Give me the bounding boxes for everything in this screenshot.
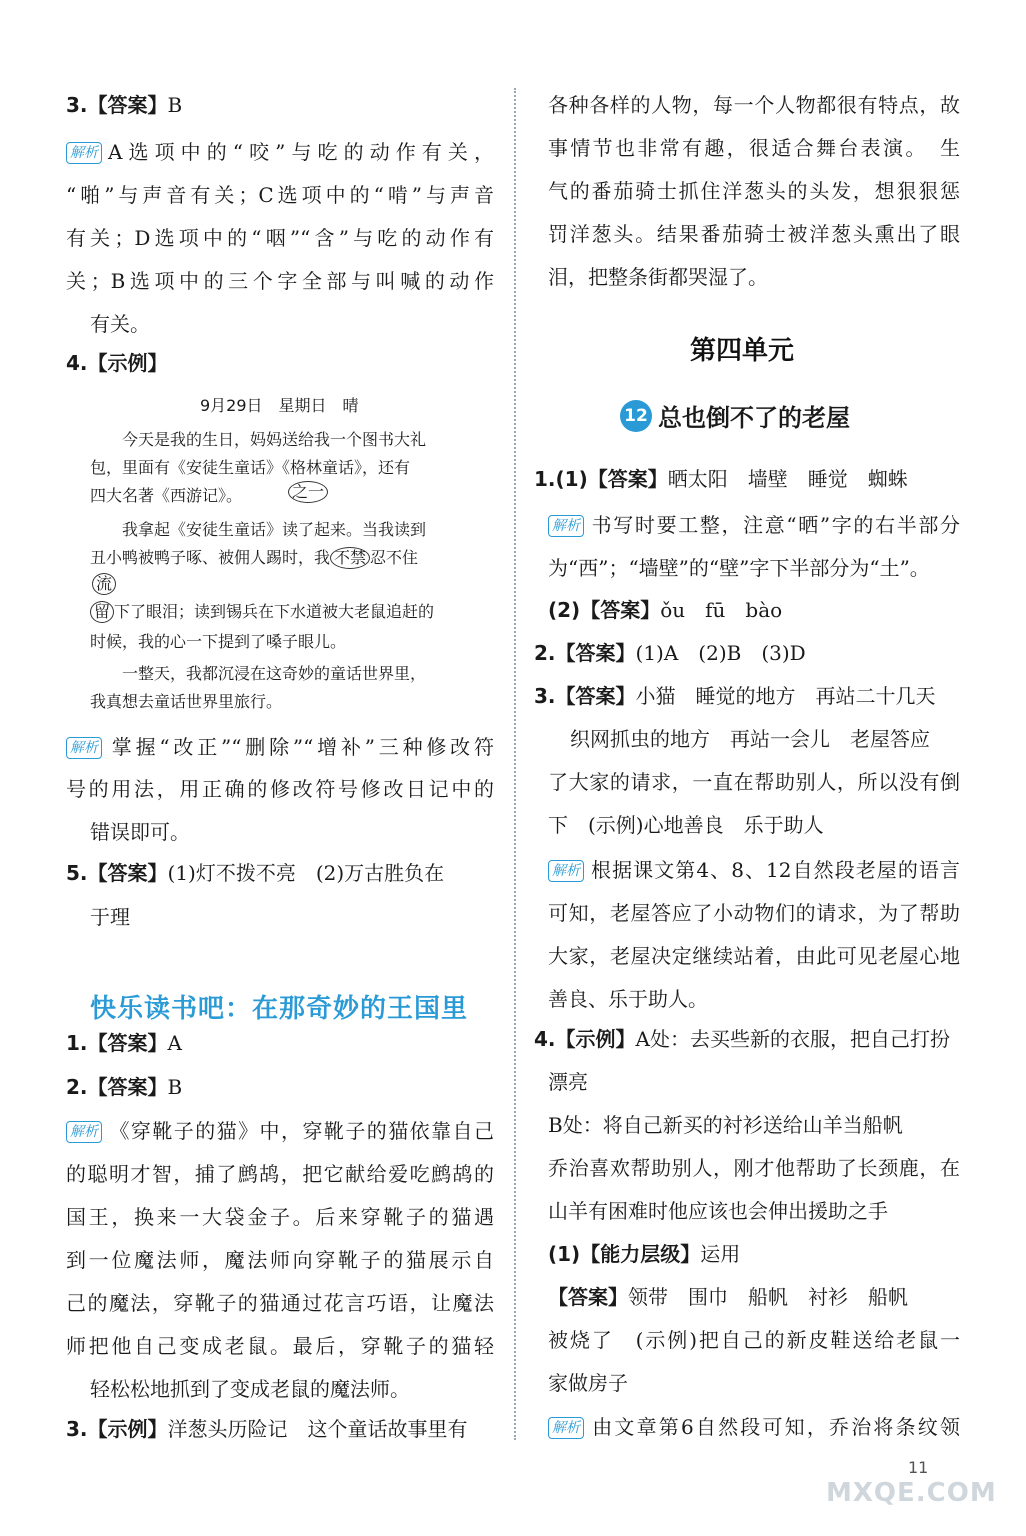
analysis-tag: 解析 [548, 860, 584, 882]
r1-answer: 1.(1)【答案】晒太阳 墙壁 睡觉 蜘蛛 [534, 467, 908, 491]
diary-line: 留 下了眼泪；读到锡兵在下水道被大老鼠追赶的 [90, 600, 434, 624]
section-title: 快乐读书吧：在那奇妙的王国里 [90, 994, 469, 1024]
diary-line: 时候，我的心一下提到了嗓子眼儿。 [90, 632, 347, 651]
page-number: 11 [908, 1458, 929, 1477]
diary-date: 9月29日 星期日 晴 [200, 396, 359, 415]
lesson-number-badge: 12 [620, 400, 652, 432]
diary-line: 我拿起《安徒生童话》读了起来。当我读到 [122, 520, 427, 539]
r4-answer-cont: 漂亮 [548, 1070, 588, 1094]
s3-answer: 3.【示例】洋葱头历险记 这个童话故事里有 [66, 1417, 468, 1441]
r4-answer-cont: B处：将自己新买的衬衫送给山羊当船帆 [548, 1113, 903, 1137]
r4-1-answer-cont: 被烧了 (示例)把自己的新皮鞋送给老鼠一 [548, 1328, 960, 1352]
r4-answer-cont: 乔治喜欢帮助别人，刚才他帮助了长颈鹿，在 [548, 1156, 960, 1180]
s2-answer: 2.【答案】B [66, 1075, 183, 1099]
analysis-tag: 解析 [548, 515, 584, 537]
q5-answer-cont: 于理 [90, 905, 130, 929]
column-divider [514, 88, 516, 1440]
s2-explanation-line: 到一位魔法师，魔法师向穿靴子的猫展示自 [66, 1248, 494, 1272]
diary-line: 包，里面有《安徒生童话》《格林童话》，还有 [90, 458, 411, 477]
q3-explanation-line: 有关；D选项中的“咽”“含”与吃的动作有 [66, 226, 494, 250]
r3-explanation-line: 大家，老屋决定继续站着，由此可见老屋心地 [548, 944, 960, 968]
r4-answer: 4.【示例】A处：去买些新的衣服，把自己打扮 [534, 1027, 950, 1051]
q4-explanation-line: 号的用法，用正确的修改符号修改日记中的 [66, 777, 494, 801]
r3-answer-cont: 了大家的请求，一直在帮助别人，所以没有倒 [548, 770, 960, 794]
insert-mark: 之一 [288, 480, 328, 504]
q5-answer: 5.【答案】(1)灯不拨不亮 (2)万古胜负在 [66, 861, 445, 885]
r2-answer: 2.【答案】(1)A (2)B (3)D [534, 641, 806, 665]
diary-line: 今天是我的生日，妈妈送给我一个图书大礼 [122, 430, 427, 449]
delete-mark: 不禁 [330, 547, 370, 569]
s2-explanation-line: 己的魔法，穿靴子的猫通过花言巧语，让魔法 [66, 1291, 494, 1315]
correction-mark: 流 [92, 572, 116, 596]
analysis-tag: 解析 [66, 1121, 102, 1143]
diary-line: 一整天，我都沉浸在这奇妙的童话世界里， [122, 664, 427, 683]
r4-explanation-line: 解析 由文章第6自然段可知，乔治将条纹领 [548, 1412, 960, 1442]
continued-line: 气的番茄骑士抓住洋葱头的头发，想狠狠惩 [548, 179, 960, 203]
s2-explanation-line: 解析 《穿靴子的猫》中，穿靴子的猫依靠自己 [66, 1116, 494, 1146]
r3-explanation-line: 解析 根据课文第4、8、12自然段老屋的语言 [548, 855, 960, 885]
continued-line: 泪，把整条街都哭湿了。 [548, 265, 768, 289]
analysis-tag: 解析 [548, 1417, 584, 1439]
q3-explanation-line: 有关。 [90, 312, 150, 336]
diary-line: 丑小鸭被鸭子啄、被佣人踢时，我 不禁 忍不住 [90, 548, 419, 567]
continued-line: 罚洋葱头。结果番茄骑士被洋葱头熏出了眼 [548, 222, 960, 246]
r3-answer-cont: 织网抓虫的地方 再站一会儿 老屋答应 [570, 727, 930, 751]
r1-explanation-line: 解析 书写时要工整，注意“晒”字的右半部分 [548, 510, 960, 540]
r4-answer-cont: 山羊有困难时他应该也会伸出援助之手 [548, 1199, 888, 1223]
watermark-logo: MXQE.COM [826, 1478, 997, 1508]
r3-explanation-line: 善良、乐于助人。 [548, 987, 708, 1011]
q3-explanation-line: 关；B选项中的三个字全部与叫喊的动作 [66, 269, 494, 293]
diary-line: 四大名著《西游记》。 [90, 486, 243, 505]
r3-explanation-line: 可知，老屋答应了小动物们的请求，为了帮助 [548, 901, 960, 925]
q4-explanation-line: 错误即可。 [90, 820, 190, 844]
s1-answer: 1.【答案】A [66, 1031, 182, 1055]
q3-answer: 3.【答案】B [66, 93, 183, 117]
r4-1-answer-cont: 家做房子 [548, 1371, 628, 1395]
r4-1-level: (1)【能力层级】运用 [548, 1242, 741, 1266]
lesson-title: 12 总也倒不了的老屋 [620, 398, 850, 433]
s2-explanation-line: 的聪明才智，捕了鹧鸪，把它献给爱吃鹧鸪的 [66, 1162, 494, 1186]
diary-line: 我真想去童话世界里旅行。 [90, 692, 283, 711]
continued-line: 事情节也非常有趣，很适合舞台表演。 生 [548, 136, 960, 160]
r1-2-answer: (2)【答案】ǒu fū bào [548, 598, 783, 622]
r4-1-answer: 【答案】领带 围巾 船帆 衬衫 船帆 [548, 1285, 908, 1309]
r1-explanation-line: 为“西”；“墙壁”的“壁”字下半部分为“土”。 [548, 556, 930, 580]
s2-explanation-line: 师把他自己变成老鼠。最后，穿靴子的猫轻 [66, 1334, 494, 1358]
s2-explanation-line: 轻松松地抓到了变成老鼠的魔法师。 [90, 1377, 410, 1401]
analysis-tag: 解析 [66, 142, 102, 164]
q3-explanation-line: 解析 A选项中的“咬”与吃的动作有关， [66, 137, 494, 167]
q4-explanation-line: 解析 掌握“改正”“删除”“增补”三种修改符 [66, 732, 494, 762]
r3-answer-cont: 下 (示例)心地善良 乐于助人 [548, 813, 824, 837]
q4-label: 4.【示例】 [66, 351, 168, 375]
unit-title: 第四单元 [690, 336, 795, 366]
analysis-tag: 解析 [66, 737, 102, 759]
r3-answer: 3.【答案】小猫 睡觉的地方 再站二十几天 [534, 684, 936, 708]
s2-explanation-line: 国王，换来一大袋金子。后来穿靴子的猫遇 [66, 1205, 494, 1229]
q3-explanation-line: “啪”与声音有关；C选项中的“啃”与声音 [66, 183, 494, 207]
continued-line: 各种各样的人物，每一个人物都很有特点，故 [548, 93, 960, 117]
